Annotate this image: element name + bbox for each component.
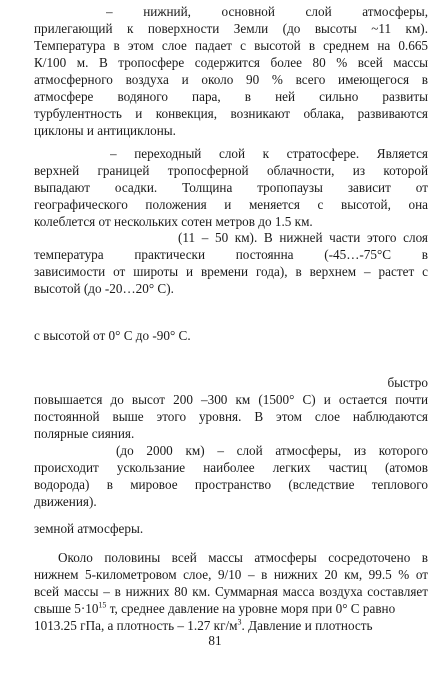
text-segment: свыше 5·10 bbox=[34, 601, 99, 616]
text-line: Около половины всей массы атмосферы сосредоточено в bbox=[58, 550, 428, 565]
text-line: атмосфере водяного пара, в ней сильно развиты bbox=[34, 89, 428, 104]
text-line: с высотой от 0° С до -90° С. bbox=[34, 328, 191, 343]
text-line: географического положения и меняется с высотой, она bbox=[34, 197, 428, 212]
superscript: 3 bbox=[237, 617, 242, 627]
text-line: прилегающий к поверхности Земли (до высоты ~11 км). bbox=[34, 21, 428, 36]
text-segment: 1013.25 гПа, а плотность – 1.27 кг/м bbox=[34, 618, 238, 633]
text-line: всей массы – в нижних 80 км. Суммарная масса воздуха составляет bbox=[34, 584, 428, 599]
text-segment: т, среднее давление на уровне моря при 0° С равно bbox=[106, 601, 396, 616]
text-line: температура практически постоянна (-45…-75°С в bbox=[34, 247, 428, 262]
text-line: полярные сияния. bbox=[34, 426, 135, 441]
text-line: (11 – 50 км). В нижней части этого слоя bbox=[178, 230, 428, 245]
text-line: высотой (до -20…20° С). bbox=[34, 281, 174, 296]
text-line bbox=[34, 617, 428, 633]
text-segment: . Давление и плотность bbox=[241, 618, 373, 633]
text-line: верхней границей тропосферной облачности, из которой bbox=[34, 163, 428, 178]
text-line: постоянной выше этого уровня. В этом слое наблюдаются bbox=[34, 409, 428, 424]
text-line: атмосферного воздуха и около 90 % всего имеющегося в bbox=[34, 72, 428, 87]
text-line: выпадают осадки. Толщина тропопаузы зависит от bbox=[34, 180, 428, 195]
text-line: происходит ускользание наиболее легких частиц (атомов bbox=[34, 460, 428, 475]
text-line: турбулентность и конвекция, возникают облака, развиваются bbox=[34, 106, 428, 121]
text-line: (до 2000 км) – слой атмосферы, из которого bbox=[116, 443, 428, 458]
text-line: К/100 м. В тропосфере содержится более 80 % всей массы bbox=[34, 55, 428, 70]
page-number: 81 bbox=[208, 633, 222, 648]
text-line: водорода) в мировое пространство (вследствие теплового bbox=[34, 477, 428, 492]
text-line: быстро bbox=[387, 375, 428, 390]
text-line: земной атмосферы. bbox=[34, 521, 144, 536]
text-line: циклоны и антициклоны. bbox=[34, 123, 176, 138]
text-line: – нижний, основной слой атмосферы, bbox=[106, 4, 428, 19]
superscript: 15 bbox=[98, 600, 107, 610]
text-line bbox=[34, 600, 428, 618]
text-line: нижнем 5-километровом слое, 9/10 – в нижних 20 км, 99.5 % от bbox=[34, 567, 428, 582]
text-line: колеблется от нескольких сотен метров до 1.5 км. bbox=[34, 214, 313, 229]
text-line: – переходный слой к стратосфере. Является bbox=[110, 146, 428, 161]
text-line: повышается до высот 200 –300 км (1500° С) и остается почти bbox=[34, 392, 428, 407]
text-line: зависимости от широты и времени года), в верхнем – растет с bbox=[34, 264, 428, 279]
text-line: Температура в этом слое падает с высотой в среднем на 0.665 bbox=[34, 38, 428, 53]
text-line: движения). bbox=[34, 494, 97, 509]
